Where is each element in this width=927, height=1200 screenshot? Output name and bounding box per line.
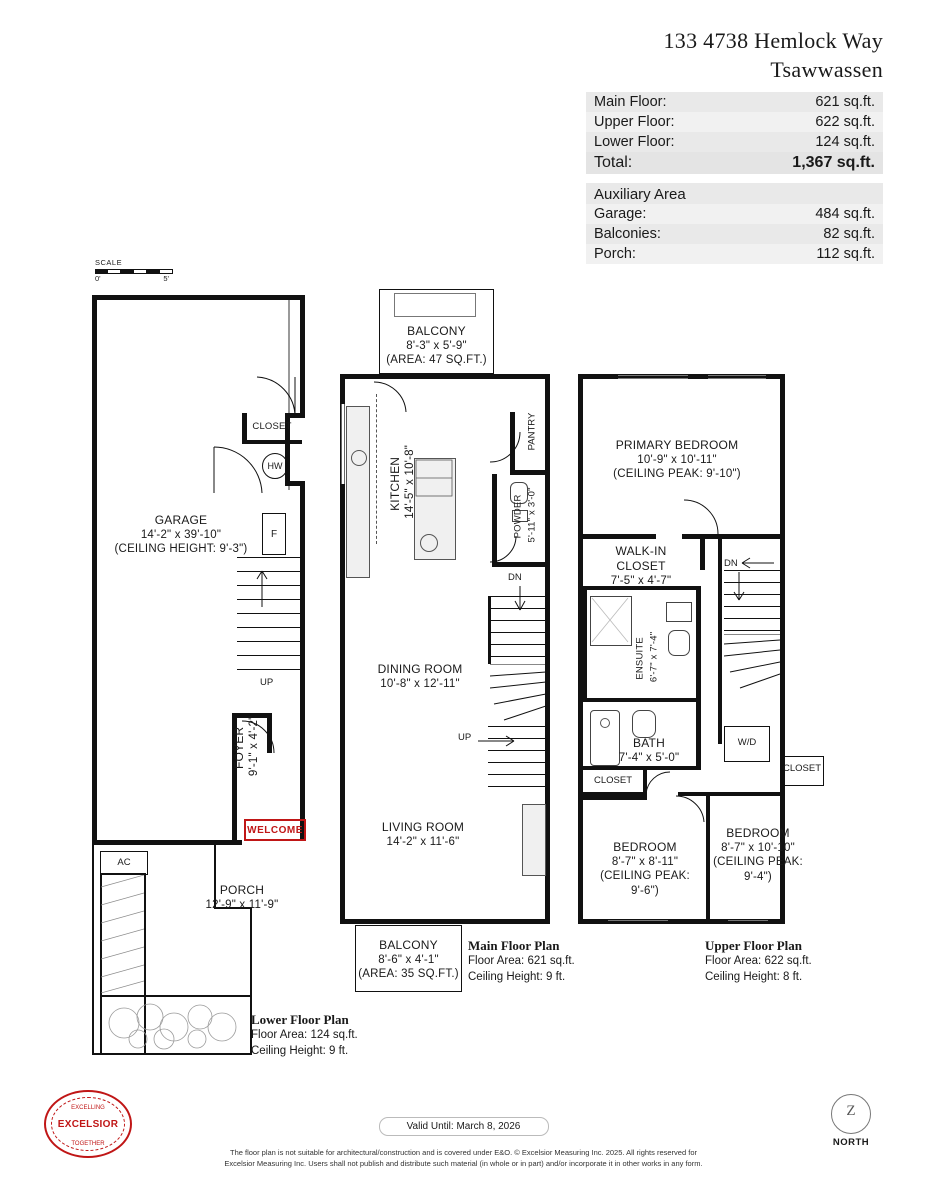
shower-icon [590,596,630,644]
scale-tick [147,269,159,274]
door-arc-icon [644,770,678,796]
closet-label: CLOSET [593,775,632,786]
shrub-icon [102,997,248,1051]
lower-plan-caption [251,1012,358,1059]
table-row [586,244,883,264]
door-arc-icon [682,498,720,536]
bed3-dims: 8'-7" x 10'-10" [721,842,795,854]
compass-glyph: Z [846,1103,856,1119]
logo-top-text: EXCELLING [71,1105,105,1111]
bath-name: BATH [633,736,665,750]
company-logo [44,1090,140,1160]
upper-closet-right [780,756,824,786]
living-dims: 14'-2" x 11'-6" [386,836,460,848]
toilet-icon [632,710,656,738]
planting-hatch-icon [101,875,144,993]
row-label: Garage: [594,206,647,222]
kitchen-name: KITCHEN [388,456,403,511]
cooktop-icon [351,450,367,466]
upper-floor-plan [578,374,821,924]
scale-tick [107,269,121,274]
stair-winder-icon [490,664,546,724]
plan-area: Floor Area: 622 sq.ft. [705,955,812,967]
kitchen-dims: 14'-5" x 10'-8" [404,445,417,519]
dining-name: DINING ROOM [377,662,463,676]
table-row [586,204,883,224]
stair-direction-arrow-icon [478,730,520,752]
bed2-dims: 8'-7" x 8'-11" [611,856,679,868]
pantry-label: PANTRY [526,412,538,451]
foyer-name: FOYER [232,726,247,770]
garage-name: GARAGE [154,513,208,527]
garage-label [106,513,256,557]
seal-icon [44,1090,132,1158]
bedroom-2-label [586,840,704,898]
balcony-dims: 8'-6" x 4'-1" [378,954,439,966]
scale-end: 5' [163,274,169,283]
fireplace [522,804,546,876]
porch-label [177,883,307,912]
main-balcony-bottom [355,925,462,992]
balcony-area: (AREA: 47 SQ.FT.) [386,354,487,367]
plan-ceiling: Ceiling Height: 9 ft. [251,1044,349,1057]
plan-ceiling: Ceiling Height: 9 ft. [468,970,566,983]
furnace-icon: F [262,513,286,555]
door-arc-icon [372,380,412,414]
row-label: Balconies: [594,226,661,242]
row-value: 484 sq.ft. [815,206,875,222]
row-value: 82 sq.ft. [823,226,875,242]
stairs-down [488,596,546,660]
row-value: 1,367 sq.ft. [792,154,875,171]
scale-start: 0' [95,274,101,283]
plan-title: Main Floor Plan [468,938,560,953]
plan-title: Upper Floor Plan [705,938,803,953]
disclaimer-line-2: Excelsior Measuring Inc. Users shall not publish and distribute such material (in whole or in part) and/or incorporate it in other works in any form. [224,1159,703,1169]
logo-bottom-text: TOGETHER [71,1141,105,1147]
kitchen-label [388,429,418,539]
compass-icon [831,1094,871,1134]
wic-name2: CLOSET [616,559,666,573]
row-label: Porch: [594,246,636,262]
row-value: 124 sq.ft. [815,134,875,150]
north-label: NORTH [832,1137,870,1148]
tub-drain-icon [600,718,610,728]
lower-floor-plan [92,295,307,1065]
validity-badge: Valid Until: March 8, 2026 [379,1117,549,1136]
main-balcony-top [379,289,494,374]
ac-unit [100,851,148,875]
row-label: Main Floor: [594,94,667,110]
laundry [724,726,770,762]
dining-dims: 10'-8" x 12'-11" [380,678,460,690]
stair-direction-arrow-icon [724,570,754,604]
scale-caption: SCALE [95,258,123,267]
plan-area: Floor Area: 124 sq.ft. [251,1029,358,1041]
stair-direction-arrow-icon [740,556,774,570]
scale-tick [121,269,133,274]
door-arc-icon [210,443,282,495]
garage-ceiling: (CEILING HEIGHT: 9'-3") [114,543,248,556]
row-value: 112 sq.ft. [816,246,875,262]
north-indicator [831,1094,871,1148]
disclaimer [194,1148,734,1170]
dining-label [360,662,480,691]
bed3-name: BEDROOM [726,826,790,840]
toilet-icon [668,630,690,656]
table-row [586,132,883,152]
kitchen-counter [346,406,370,578]
table-row [586,92,883,112]
balcony-area: (AREA: 35 SQ.FT.) [358,968,459,981]
table-row [586,112,883,132]
main-floor-plan [340,374,550,924]
bed2-name: BEDROOM [613,840,677,854]
powder-dims: 5'-11" x 3'-0" [527,487,538,543]
ensuite-dims: 6'-7" x 7'-4" [649,631,660,683]
area-summary-table [586,92,883,264]
page-title [663,28,883,83]
door-arc-icon [488,430,522,464]
balcony-top-label [380,324,493,368]
primary-ceiling: (CEILING PEAK: 9'-10") [613,468,741,481]
dn-label: DN [724,558,738,569]
scale-tick [133,269,147,274]
stair-winder-icon [724,634,780,694]
closet-label: CLOSET [782,763,821,774]
wd-label: W/D [737,737,757,748]
door-arc-icon [488,534,518,564]
balcony-dims: 8'-3" x 5'-9" [406,340,467,352]
powder-name: POWDER [512,494,524,539]
bed3-ceiling: (CEILING PEAK: 9'-4") [713,856,803,883]
hot-water-tank-icon: HW [262,453,288,479]
living-name: LIVING ROOM [381,820,465,834]
primary-dims: 10'-9" x 10'-11" [637,454,717,466]
living-label [358,820,488,849]
bed2-ceiling: (CEILING PEAK: 9'-6") [600,870,690,897]
scale-bar [95,258,173,283]
sink-icon [420,534,438,552]
door-arc-icon [674,794,708,824]
address-line-1: 133 4738 Hemlock Way [663,28,883,53]
row-value: 621 sq.ft. [815,94,875,110]
welcome-mat: WELCOME [244,819,306,841]
up-label: UP [458,732,472,743]
main-plan-caption [468,938,575,985]
foyer-label [232,693,262,803]
walkin-closet-label [584,544,698,588]
bath-label [604,736,694,765]
ensuite-label [633,613,662,703]
row-label: Lower Floor: [594,134,675,150]
garage-dims: 14'-2" x 39'-10" [140,529,222,541]
balcony-name: BALCONY [407,324,466,338]
aux-area-heading: Auxiliary Area [586,183,883,204]
primary-bedroom-label [592,438,762,482]
stair-direction-arrow-icon [247,567,277,607]
address-line-2: Tsawwassen [770,57,883,82]
disclaimer-line-1: The floor plan is not suitable for architectural/construction and is covered under E&O. © Excelsior Measuring Inc. 2025. All rights reserved for [229,1148,697,1158]
porch-name: PORCH [219,883,265,897]
plan-area: Floor Area: 621 sq.ft. [468,955,575,967]
scale-endpoints [95,274,169,283]
wic-dims: 7'-5" x 4'-7" [610,575,672,587]
balcony-name: BALCONY [379,938,438,952]
plan-ceiling: Ceiling Height: 8 ft. [705,970,803,983]
ac-label: AC [117,857,131,868]
row-label: Total: [594,154,633,171]
door-arc-icon [237,375,297,420]
primary-name: PRIMARY BEDROOM [615,438,739,452]
appliance-icon [414,458,454,498]
foyer-dims: 9'-1" x 4'-2" [248,715,261,777]
plan-title: Lower Floor Plan [251,1012,349,1027]
stairs-up [237,557,301,677]
table-row-total [586,152,883,174]
scale-ticks [95,269,173,274]
row-label: Upper Floor: [594,114,675,130]
bedroom-3-label [710,826,806,884]
sink-icon [666,602,692,622]
dn-label: DN [508,572,522,583]
logo-name: EXCELSIOR [57,1119,119,1130]
balcony-bottom-label [356,938,461,982]
bath-dims: 7'-4" x 5'-0" [618,752,680,764]
ensuite-name: ENSUITE [634,637,646,680]
table-row [586,224,883,244]
upper-plan-caption [705,938,812,985]
row-value: 622 sq.ft. [815,114,875,130]
up-label: UP [260,677,274,688]
closet-label: CLOSET [252,421,292,432]
porch-dims: 12'-9" x 11'-9" [205,899,279,911]
wic-name: WALK-IN [615,544,667,558]
